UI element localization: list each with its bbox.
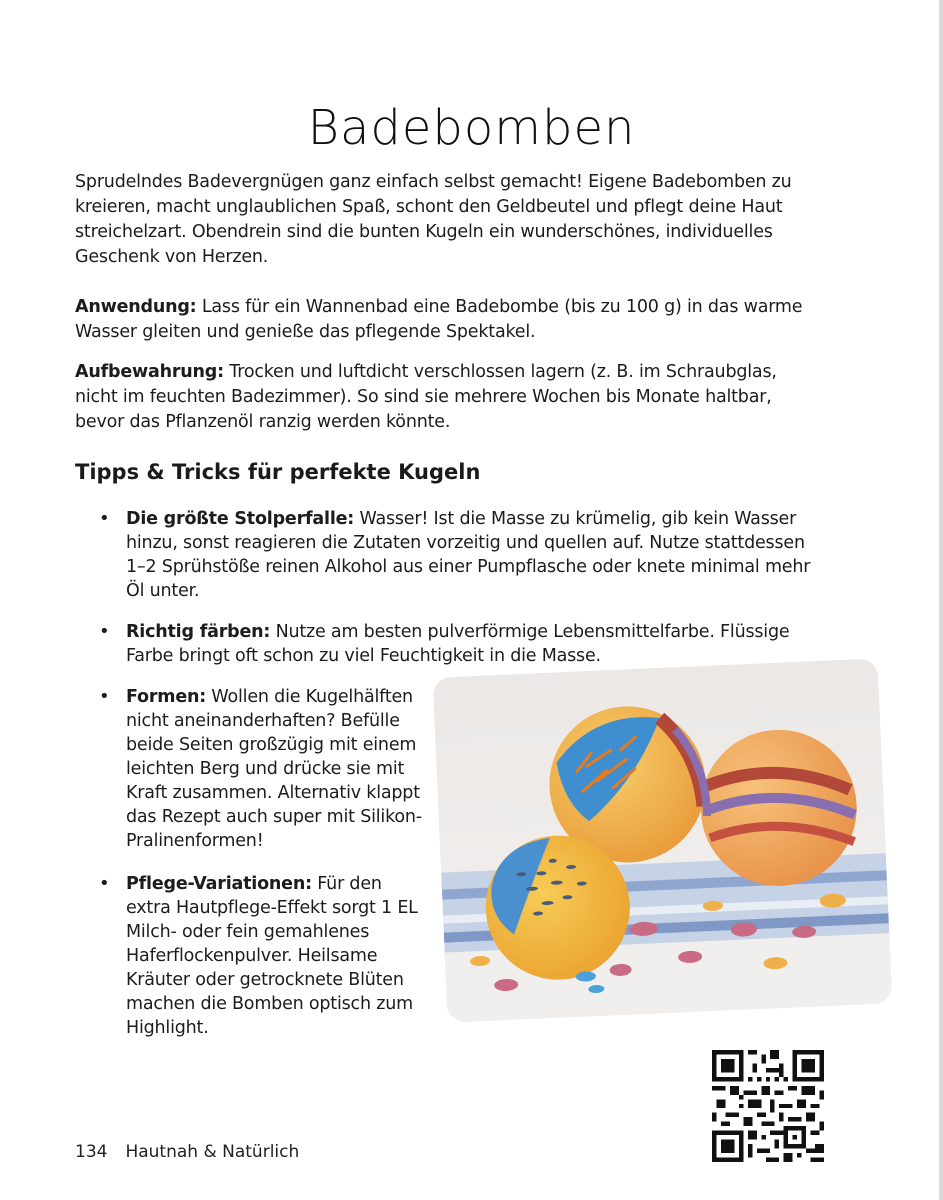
bath-bomb-illustration [433, 658, 893, 1022]
page-number: 134 [75, 1142, 108, 1162]
tip-item [99, 620, 816, 668]
storage-paragraph [75, 360, 815, 435]
tip-label: Pflege-Variationen: [126, 874, 312, 894]
tip-item [99, 872, 426, 1040]
bath-bomb-photo [433, 658, 893, 1022]
section-name: Hautnah & Natürlich [125, 1142, 300, 1162]
tip-label: Formen: [126, 687, 207, 707]
usage-paragraph [75, 295, 815, 345]
tip-label: Die größte Stolperfalle: [126, 509, 355, 529]
storage-label: Aufbewahrung: [75, 362, 224, 382]
tip-item [99, 685, 426, 853]
page-title: Badebomben [307, 100, 636, 156]
intro-paragraph: Sprudelndes Badevergnügen ganz einfach selbst gemacht! Eigene Badebomben zu kreieren, macht unglaublichen Spaß, schont den Geldbeutel und pflegt deine Haut streichelzart. Obendrein sind die bunten Kugeln ein wunderschönes, individuelles Geschenk von Herzen. [75, 172, 792, 267]
usage-label: Anwendung: [75, 297, 197, 317]
bullet-icon: • [99, 508, 110, 529]
page-edge [939, 0, 943, 1200]
tip-label: Richtig färben: [126, 622, 271, 642]
tip-text: Nutze am besten pulverförmige Lebensmittelfarbe. Flüssige Farbe bringt oft schon zu viel Feuchtigkeit in die Masse. [126, 622, 790, 666]
tip-text: Für den extra Hautpflege-Effekt sorgt 1 EL Milch- oder fein gemahlenes Haferflockenpulver. Heilsame Kräuter oder getrocknete Blüten machen die Bomben optisch zum Highlight. [126, 874, 418, 1038]
bullet-icon: • [99, 686, 110, 707]
tip-text: Wasser! Ist die Masse zu krümelig, gib kein Wasser hinzu, sonst reagieren die Zutaten vorzeitig und quellen auf. Nutze stattdessen 1–2 Sprühstöße reinen Alkohol aus einer Pumpflasche oder knete minimal mehr Öl unter. [126, 509, 811, 601]
tip-text: Wollen die Kugelhälften nicht aneinanderhaften? Befülle beide Seiten großzügig mit einem leichten Berg und drücke sie mit Kraft zusammen. Alternativ klappt das Rezept auch super mit Silikon-Pralinenformen! [126, 687, 422, 851]
tip-item [99, 507, 816, 603]
tips-heading: Tipps & Tricks für perfekte Kugeln [75, 460, 481, 484]
bullet-icon: • [99, 621, 110, 642]
page-footer [75, 1142, 299, 1162]
storage-text: Trocken und luftdicht verschlossen lagern (z. B. im Schraubglas, nicht im feuchten Badezimmer). So sind sie mehrere Wochen bis Monate haltbar, bevor das Pflanzenöl ranzig werden könnte. [75, 362, 777, 432]
usage-text: Lass für ein Wannenbad eine Badebombe (bis zu 100 g) in das warme Wasser gleiten und genieße das pflegende Spektakel. [75, 297, 803, 342]
qr-code-icon[interactable] [712, 1050, 824, 1162]
bullet-icon: • [99, 873, 110, 894]
